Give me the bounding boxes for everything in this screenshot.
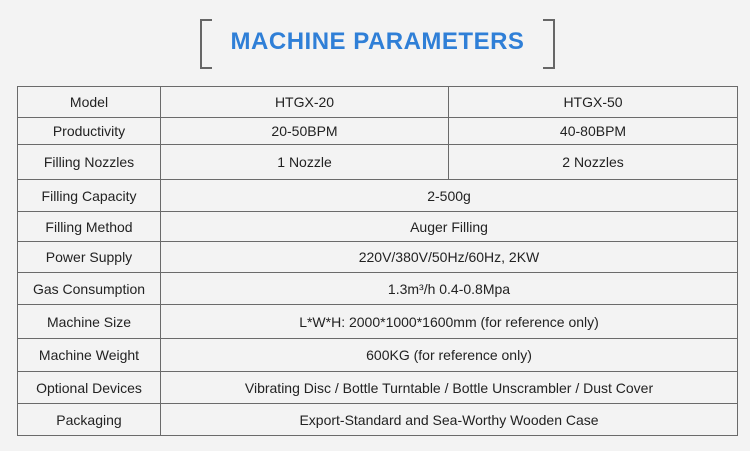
- table-row: [18, 180, 738, 212]
- row-label: Filling Nozzles: [18, 145, 161, 180]
- row-label: Machine Size: [18, 305, 161, 339]
- row-label: Optional Devices: [18, 372, 161, 404]
- value-cell: 2 Nozzles: [449, 145, 738, 180]
- value-cell: 2-500g: [161, 180, 738, 212]
- table-row: [18, 242, 738, 273]
- value-cell: Auger Filling: [161, 212, 738, 242]
- table-row: [18, 372, 738, 404]
- table-row: [18, 404, 738, 436]
- row-label: Machine Weight: [18, 339, 161, 372]
- row-label: Packaging: [18, 404, 161, 436]
- value-cell: 600KG (for reference only): [161, 339, 738, 372]
- row-label: Filling Capacity: [18, 180, 161, 212]
- table-row: [18, 118, 738, 145]
- table-row: [18, 273, 738, 305]
- row-label: Model: [18, 87, 161, 118]
- table-row: [18, 145, 738, 180]
- page-title-frame: [200, 19, 555, 67]
- row-label: Gas Consumption: [18, 273, 161, 305]
- model-cell: HTGX-20: [161, 87, 449, 118]
- parameters-table: [17, 86, 738, 436]
- value-cell: 1 Nozzle: [161, 145, 449, 180]
- table-row: [18, 87, 738, 118]
- value-cell: 20-50BPM: [161, 118, 449, 145]
- value-cell: 1.3m³/h 0.4-0.8Mpa: [161, 273, 738, 305]
- value-cell: Export-Standard and Sea-Worthy Wooden Case: [161, 404, 738, 436]
- page-title: MACHINE PARAMETERS: [230, 28, 525, 55]
- model-cell: HTGX-50: [449, 87, 738, 118]
- table-row: [18, 212, 738, 242]
- row-label: Productivity: [18, 118, 161, 145]
- table-row: [18, 305, 738, 339]
- value-cell: 220V/380V/50Hz/60Hz, 2KW: [161, 242, 738, 273]
- value-cell: 40-80BPM: [449, 118, 738, 145]
- value-cell: Vibrating Disc / Bottle Turntable / Bottle Unscrambler / Dust Cover: [161, 372, 738, 404]
- table-row: [18, 339, 738, 372]
- value-cell: L*W*H: 2000*1000*1600mm (for reference only): [161, 305, 738, 339]
- row-label: Power Supply: [18, 242, 161, 273]
- row-label: Filling Method: [18, 212, 161, 242]
